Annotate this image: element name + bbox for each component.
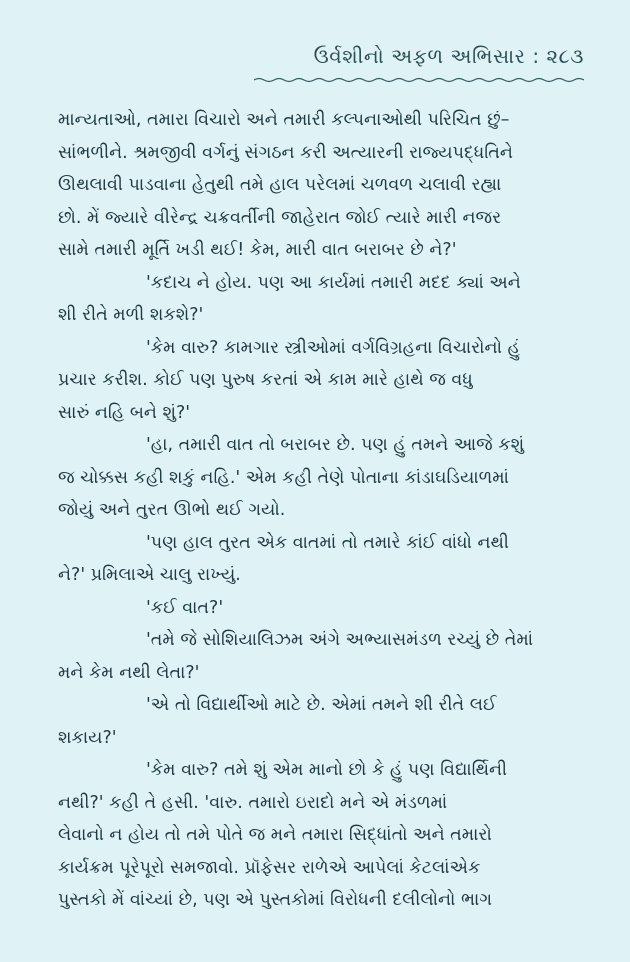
running-head: ઉર્વશીનો અફળ અભિસાર : ૨૮૩ [313,44,584,68]
text-line: સામે તમારી મૂર્તિ ખડી થઈ! કેમ, મારી વાત બરાબર છે ને?' [58,240,457,260]
text-line: પ્રચાર કરીશ. કોઈ પણ પુરુષ કરતાં એ કામ મારે હાથે જ વધુ [58,370,473,390]
text-line: 'કઈ વાત?' [146,597,224,618]
text-line: 'પણ હાલ તુરત એક વાતમાં તો તમારે કાંઈ વાંધો નથી [146,532,509,553]
text-line: માન્યતાઓ, તમારા વિચારો અને તમારી કલ્પનાઓથી પરિચિત છું– [58,110,510,130]
text-line: લેવાનો ન હોય તો તમે પોતે જ મને તમારા સિદ્ધાંતો અને તમારો [58,825,492,845]
text-line: શકાય?' [58,727,117,748]
text-line: 'કેમ વારુ? કામગાર સ્ત્રીઓમાં વર્ગવિગ્રહના વિચારોનો હું [146,337,520,358]
text-line: કાર્યક્રમ પૂરેપૂરો સમજાવો. પ્રૉફેસર રાળેએ આપેલાં કેટલાંએક [58,857,481,878]
text-line: જ ચોક્કસ કહી શકું નહિ.' એમ કહી તેણે પોતાના કાંડાઘડિયાળમાં [58,467,509,488]
text-line: નથી?' કહી તે હસી. 'વારુ. તમારો ઇરાદો મને એ મંડળમાં [58,792,448,813]
page-header [254,44,584,87]
text-line: 'કદાચ ને હોય. પણ આ કાર્યમાં તમારી મદદ ક્યાં અને [146,272,521,293]
text-line: છો. મેં જ્યારે વીરેન્દ્ર ચક્રવર્તીની જાહેરાત જોઈ ત્યારે મારી નજર [58,207,502,228]
text-line: સારું નહિ બને શું?' [58,402,191,423]
text-line: 'કેમ વારુ? તમે શું એમ માનો છો કે હું પણ વિદ્યાર્થિની [146,760,508,780]
text-line: સાંભળીને. શ્રમજીવી વર્ગનું સંગઠન કરી અત્યારની રાજ્યપદ્ધતિને [58,142,513,163]
text-line: ને?' પ્રમિલાએ ચાલુ રાખ્યું. [58,565,241,585]
text-line: શી રીતે મળી શકશે?' [58,305,204,325]
text-line: 'હા, તમારી વાત તો બરાબર છે. પણ હું તમને આજે કશું [146,435,525,455]
text-line: ઊથલાવી પાડવાના હેતુથી તમે હાલ પરેલમાં ચળવળ ચલાવી રહ્યા [58,175,502,195]
text-line: પુસ્તકો મેં વાંચ્યાં છે, પણ એ પુસ્તકોમાં વિરોધની દલીલોનો ભાગ [58,890,493,910]
text-line: 'એ તો વિદ્યાર્થીઓ માટે છે. એમાં તમને શી રીતે લઈ [146,695,497,715]
body-text [58,104,586,917]
text-line: મને કેમ નથી લેતા?' [58,662,200,683]
text-line: જોયું અને તુરત ઊભો થઈ ગયો. [58,500,286,520]
text-line: 'તમે જે સોશિયાલિઝમ અંગે અભ્યાસમંડળ રચ્યું છે તેમાં [146,630,533,650]
header-wavy-rule [254,77,584,83]
